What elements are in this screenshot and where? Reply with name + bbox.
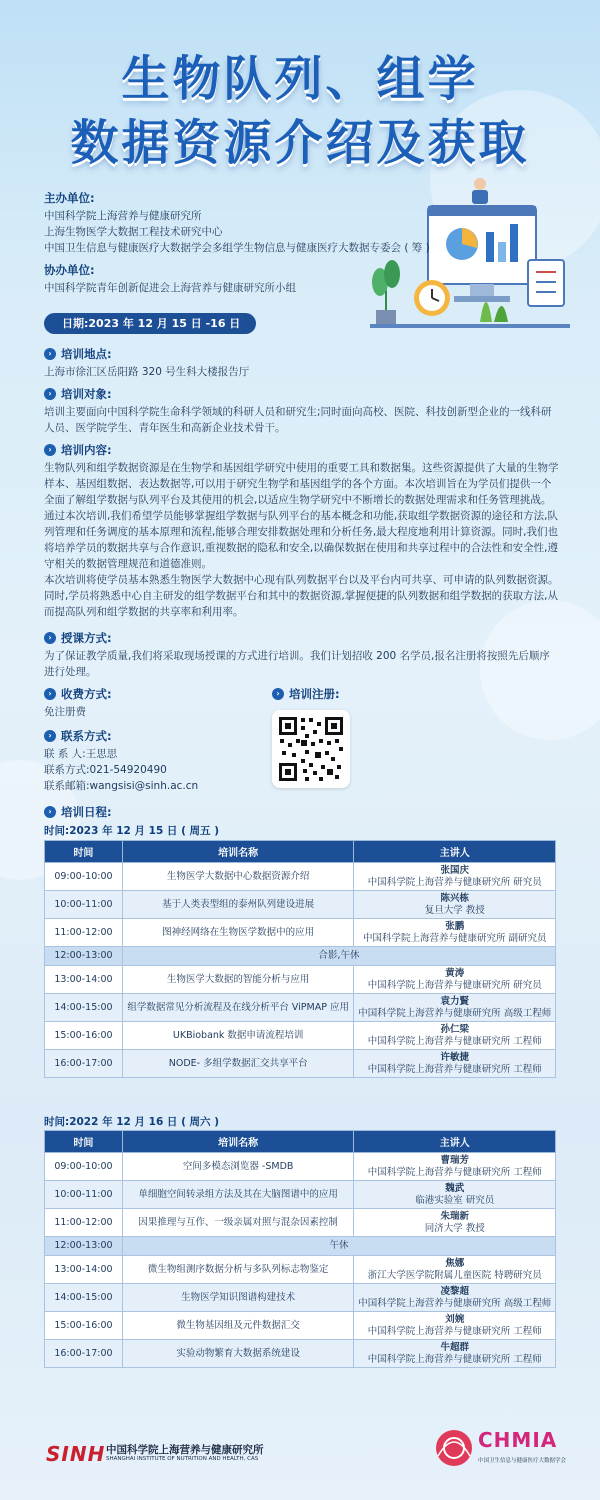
speaker-name: 张国庆 — [440, 864, 469, 876]
speaker-affiliation: 临港实验室 研究员 — [415, 1194, 495, 1206]
speaker-cell — [354, 1284, 556, 1312]
speaker-affiliation: 中国科学院上海营养与健康研究所 工程师 — [367, 1035, 542, 1047]
fee-text: 免注册费 — [44, 706, 86, 718]
table-row — [45, 1022, 556, 1050]
sinh-name-en: SHANGHAI INSTITUTE OF NUTRITION AND HEALTH, CAS — [106, 1456, 259, 1462]
speaker-cell — [354, 1209, 556, 1237]
time-cell: 15:00-16:00 — [45, 1312, 123, 1340]
table-row — [45, 1256, 556, 1284]
bullet-icon: › — [44, 632, 56, 644]
contact-phone: 联系方式:021-54920490 — [44, 764, 167, 776]
speaker-affiliation: 中国科学院上海营养与健康研究所 工程师 — [367, 1325, 542, 1337]
location-section — [44, 346, 560, 380]
schedule-label: 培训日程: — [61, 805, 112, 819]
time-cell: 11:00-12:00 — [45, 919, 123, 947]
speaker-cell — [354, 919, 556, 947]
content-paragraph: 本次培训将使学员基本熟悉生物医学大数据中心现有队列数据平台以及平台内可共享、可申请的队列数据资源。同时,学员将熟悉中心自主研发的组学数据平台和其中的数据资源,掌握便捷的队列数据和组学数据的获取方法,从而提高队列和组学数据的共享率和利用率。 — [44, 574, 559, 618]
content-label: 培训内容: — [61, 443, 112, 457]
content-paragraph: 生物队列和组学数据资源是在生物学和基因组学研究中使用的重要工具和数据集。这些资源提供了大量的生物学样本、基因组数据、表达数据等,可以用于研究生物学和基因组学的各个方面。本次培训旨在为学员们提供一个全面了解组学数据与队列平台及其使用的机会,以适应生物学研究中不断增长的数据处理需求和任务管理挑战。通过本次培训,我们希望学员能够掌握组学数据与队列平台的基本概念和功能,获取组学数据资源的途径和方法,队列管理和任务调度的基本原理和流程,能够合理安排数据处理和分析任务,最大程度地利用计算资源。同时,我们也将培养学员的数据共享与合作意识,重视数据的隐私和安全,以确保数据在使用和共享过程中的合法性和安全性,遵守相关的数据管理规范和道德准则。 — [44, 462, 559, 570]
speaker-cell — [354, 994, 556, 1022]
topic-cell: NODE- 多组学数据汇交共享平台 — [122, 1050, 354, 1078]
bullet-icon: › — [44, 444, 56, 456]
co-organizer-item: 中国科学院青年创新促进会上海营养与健康研究所小组 — [44, 282, 296, 294]
time-cell: 12:00-13:00 — [45, 1237, 123, 1256]
bullet-icon: › — [44, 806, 56, 818]
title-line-1: 生物队列、组学 — [121, 51, 479, 107]
bullet-icon: › — [44, 688, 56, 700]
col-header-time: 时间 — [45, 841, 123, 863]
sinh-logo: SINH — [46, 1442, 106, 1466]
speaker-affiliation: 中国科学院上海营养与健康研究所 工程师 — [367, 1063, 542, 1075]
audience-section — [44, 386, 560, 436]
speaker-cell — [354, 891, 556, 919]
table-row — [45, 1153, 556, 1181]
speaker-cell — [354, 1256, 556, 1284]
time-cell: 16:00-17:00 — [45, 1340, 123, 1368]
table-row — [45, 863, 556, 891]
topic-cell: 组学数据常见分析流程及在线分析平台 ViPMAP 应用 — [122, 994, 354, 1022]
qr-code-icon — [272, 710, 350, 788]
speaker-name: 朱瑞新 — [440, 1210, 469, 1222]
topic-cell: 微生物基因组及元件数据汇交 — [122, 1312, 354, 1340]
speaker-affiliation: 中国科学院上海营养与健康研究所 副研究员 — [362, 932, 547, 944]
speaker-cell — [354, 1050, 556, 1078]
footer — [0, 1420, 600, 1500]
time-cell: 15:00-16:00 — [45, 1022, 123, 1050]
table-row — [45, 1340, 556, 1368]
speaker-affiliation: 中国科学院上海营养与健康研究所 研究员 — [367, 876, 542, 888]
speaker-cell — [354, 1340, 556, 1368]
time-cell: 14:00-15:00 — [45, 994, 123, 1022]
organizer-item: 上海生物医学大数据工程技术研究中心 — [44, 226, 223, 238]
content-section — [44, 442, 560, 620]
location-text: 上海市徐汇区岳阳路 320 号生科大楼报告厅 — [44, 366, 250, 378]
topic-cell: 空间多模态浏览器 -SMDB — [122, 1153, 354, 1181]
speaker-name: 黄涛 — [445, 967, 465, 979]
time-cell: 16:00-17:00 — [45, 1050, 123, 1078]
topic-cell: 微生物组测序数据分析与多队列标志物鉴定 — [122, 1256, 354, 1284]
register-section — [272, 686, 472, 704]
col-header-topic: 培训名称 — [122, 1131, 354, 1153]
speaker-name: 焦娜 — [445, 1257, 465, 1269]
table-row — [45, 1312, 556, 1340]
fee-section — [44, 686, 264, 720]
speaker-cell — [354, 1312, 556, 1340]
topic-cell: 因果推理与互作、一级亲属对照与混杂因素控制 — [122, 1209, 354, 1237]
speaker-cell — [354, 966, 556, 994]
speaker-name: 凌黎超 — [440, 1285, 469, 1297]
table-row — [45, 966, 556, 994]
topic-cell: 实验动物繁育大数据系统建设 — [122, 1340, 354, 1368]
speaker-affiliation: 中国科学院上海营养与健康研究所 高级工程师 — [358, 1297, 552, 1309]
break-row — [45, 947, 556, 966]
schedule-section — [44, 804, 560, 822]
bullet-icon: › — [44, 348, 56, 360]
topic-cell: 基于人类表型组的泰州队列建设进展 — [122, 891, 354, 919]
schedule-table-day1 — [44, 840, 556, 1078]
table-row — [45, 1050, 556, 1078]
speaker-name: 魏武 — [445, 1182, 465, 1194]
location-label: 培训地点: — [61, 347, 112, 361]
speaker-name: 刘婉 — [445, 1313, 465, 1325]
day2-caption: 时间:2022 年 12 月 16 日 ( 周六 ) — [44, 1116, 219, 1128]
table-row — [45, 891, 556, 919]
time-cell: 09:00-10:00 — [45, 863, 123, 891]
speaker-affiliation: 中国科学院上海营养与健康研究所 工程师 — [367, 1166, 542, 1178]
method-section — [44, 630, 560, 680]
col-header-speaker: 主讲人 — [354, 1131, 556, 1153]
day1-caption: 时间:2023 年 12 月 15 日 ( 周五 ) — [44, 825, 219, 837]
date-band: 日期:2023 年 12 月 15 日 -16 日 — [44, 313, 256, 334]
table-row — [45, 1209, 556, 1237]
speaker-cell — [354, 1181, 556, 1209]
chmia-name-cn: 中国卫生信息与健康医疗大数据学会 — [478, 1458, 567, 1464]
col-header-topic: 培训名称 — [122, 841, 354, 863]
table-row — [45, 1284, 556, 1312]
break-cell: 午休 — [122, 1237, 555, 1256]
speaker-affiliation: 中国科学院上海营养与健康研究所 高级工程师 — [358, 1007, 552, 1019]
speaker-name: 许敏捷 — [440, 1051, 469, 1063]
time-cell: 10:00-11:00 — [45, 891, 123, 919]
time-cell: 14:00-15:00 — [45, 1284, 123, 1312]
speaker-name: 袁力賢 — [440, 995, 469, 1007]
organizer-label: 主办单位: — [44, 191, 95, 205]
speaker-cell — [354, 1153, 556, 1181]
bullet-icon: › — [44, 388, 56, 400]
schedule-table-day2 — [44, 1130, 556, 1368]
time-cell: 09:00-10:00 — [45, 1153, 123, 1181]
speaker-affiliation: 中国科学院上海营养与健康研究所 工程师 — [367, 1353, 542, 1365]
speaker-name: 孙仁梁 — [440, 1023, 469, 1035]
bullet-icon: › — [272, 688, 284, 700]
registration-qr-code[interactable] — [272, 710, 350, 788]
register-label: 培训注册: — [289, 687, 340, 701]
time-cell: 13:00-14:00 — [45, 966, 123, 994]
organizer-section — [44, 190, 560, 256]
contact-person: 联 系 人:王思思 — [44, 748, 118, 760]
topic-cell: 生物医学大数据的智能分析与应用 — [122, 966, 354, 994]
method-text: 为了保证教学质量,我们将采取现场授课的方式进行培训。我们计划招收 200 名学员,报名注册将按照先后顺序进行处理。 — [44, 650, 550, 678]
speaker-name: 陈兴栋 — [440, 892, 469, 904]
fee-label: 收费方式: — [61, 687, 112, 701]
break-row — [45, 1237, 556, 1256]
col-header-time: 时间 — [45, 1131, 123, 1153]
table-row — [45, 919, 556, 947]
speaker-affiliation: 复旦大学 教授 — [424, 904, 485, 916]
time-cell: 12:00-13:00 — [45, 947, 123, 966]
speaker-name: 曹瑞芳 — [440, 1154, 469, 1166]
audience-label: 培训对象: — [61, 387, 112, 401]
organizer-item: 中国科学院上海营养与健康研究所 — [44, 210, 202, 222]
co-organizer-label: 协办单位: — [44, 263, 95, 277]
speaker-name: 张鹏 — [445, 920, 465, 932]
break-cell: 合影,午休 — [122, 947, 555, 966]
time-cell: 13:00-14:00 — [45, 1256, 123, 1284]
time-cell: 10:00-11:00 — [45, 1181, 123, 1209]
contact-email[interactable]: 联系邮箱:wangsisi@sinh.ac.cn — [44, 780, 199, 792]
contact-section — [44, 728, 264, 794]
audience-text: 培训主要面向中国科学院生命科学领域的科研人员和研究生;同时面向高校、医院、科技创新型企业的一线科研人员、医学院学生、青年医生和高新企业技术骨干。 — [44, 406, 552, 434]
topic-cell: 生物医学知识图谱构建技术 — [122, 1284, 354, 1312]
contact-label: 联系方式: — [61, 729, 112, 743]
table-row — [45, 994, 556, 1022]
topic-cell: UKBiobank 数据申请流程培训 — [122, 1022, 354, 1050]
speaker-name: 牛超群 — [440, 1341, 469, 1353]
title-line-2: 数据资源介绍及获取 — [70, 115, 530, 171]
col-header-speaker: 主讲人 — [354, 841, 556, 863]
method-label: 授课方式: — [61, 631, 112, 645]
topic-cell: 图神经网络在生物医学数据中的应用 — [122, 919, 354, 947]
table-row — [45, 1181, 556, 1209]
speaker-affiliation: 中国科学院上海营养与健康研究所 研究员 — [367, 979, 542, 991]
chmia-emblem-icon — [432, 1426, 476, 1470]
topic-cell: 单细胞空间转录组方法及其在大脑图谱中的应用 — [122, 1181, 354, 1209]
organizer-item: 中国卫生信息与健康医疗大数据学会多组学生物信息与健康医疗大数据专委会 ( 筹 ) — [44, 242, 430, 254]
chmia-logo: CHMIA — [478, 1428, 558, 1452]
time-cell: 11:00-12:00 — [45, 1209, 123, 1237]
topic-cell: 生物医学大数据中心数据资源介绍 — [122, 863, 354, 891]
co-organizer-section — [44, 262, 560, 296]
sinh-name-cn: 中国科学院上海营养与健康研究所 — [106, 1444, 264, 1456]
bullet-icon: › — [44, 730, 56, 742]
speaker-affiliation: 同济大学 教授 — [424, 1222, 485, 1234]
speaker-affiliation: 浙江大学医学院附属儿童医院 特聘研究员 — [367, 1269, 542, 1281]
speaker-cell — [354, 1022, 556, 1050]
speaker-cell — [354, 863, 556, 891]
